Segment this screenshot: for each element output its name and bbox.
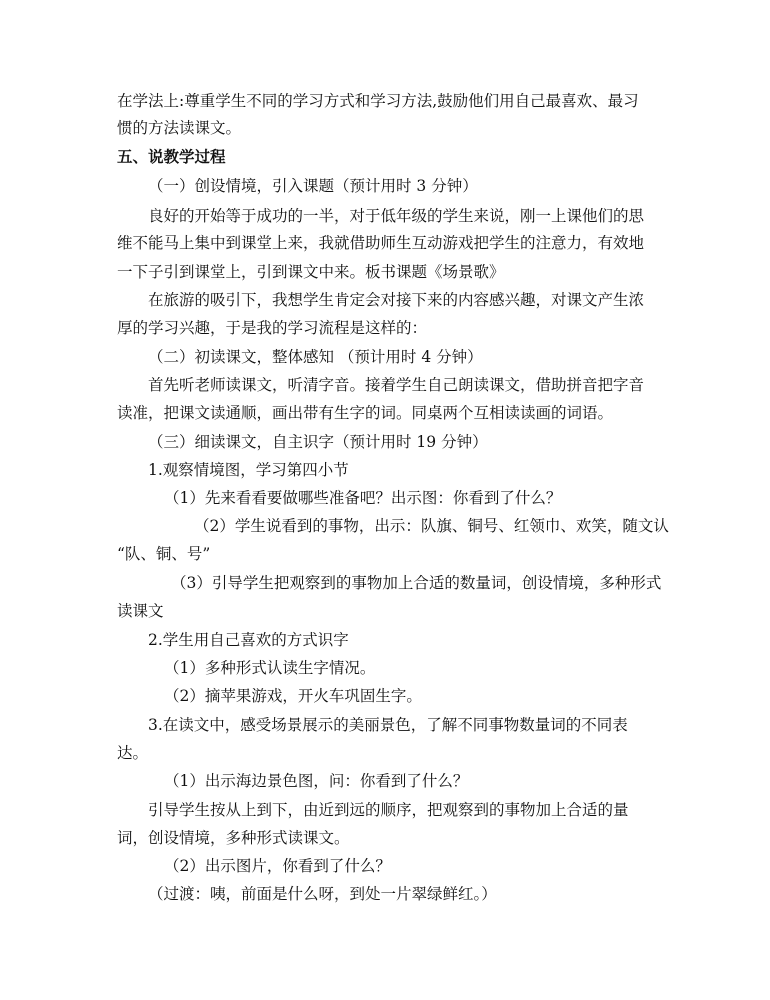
paragraph-line: 在旅游的吸引下，我想学生肯定会对接下来的内容感兴趣，对课文产生浓 (148, 291, 645, 309)
list-item: （1）先来看看要做哪些准备吧？出示图：你看到了什么？ (164, 489, 562, 507)
paragraph-line: 惯的方法读课文。 (117, 119, 242, 137)
paragraph-line: 词，创设情境，多种形式读课文。 (117, 829, 350, 847)
list-item: 3.在读文中，感受场景展示的美丽景色，了解不同事物数量词的不同表 (148, 716, 628, 734)
list-item: （2）学生说看到的事物，出示：队旗、铜号、红领巾、欢笑，随文认 (194, 517, 669, 535)
list-item: 1.观察情境图，学习第四小节 (148, 461, 349, 479)
section-heading: 五、说教学过程 (117, 147, 226, 166)
list-item: （3）引导学生把观察到的事物加上合适的数量词，创设情境，多种形式 (171, 574, 662, 592)
list-item: （1）多种形式认读生字情况。 (164, 659, 376, 677)
paragraph-line: 引导学生按从上到下，由近到远的顺序，把观察到的事物加上合适的量 (148, 801, 629, 819)
list-item: 2.学生用自己喜欢的方式识字 (148, 631, 349, 649)
paragraph-line: 达。 (117, 744, 149, 762)
paragraph-line: 读准，把课文读通顺，画出带有生字的词。同桌两个互相读读画的词语。 (117, 404, 614, 422)
paragraph-line: （过渡：咦，前面是什么呀，到处一片翠绿鲜红。） (148, 885, 497, 903)
paragraph-line: 维不能马上集中到课堂上来，我就借助师生互动游戏把学生的注意力，有效地 (117, 234, 645, 252)
subsection-heading: （二）初读课文，整体感知 （预计用时 4 分钟） (148, 348, 483, 366)
paragraph-line: 厚的学习兴趣，于是我的学习流程是这样的： (117, 319, 428, 337)
paragraph-line: 良好的开始等于成功的一半，对于低年级的学生来说，刚一上课他们的思 (148, 207, 645, 225)
list-item: （2）出示图片，你看到了什么？ (164, 857, 391, 875)
paragraph-line: “队、铜、号” (117, 545, 211, 563)
subsection-heading: （一）创设情境，引入课题（预计用时 3 分钟） (148, 177, 478, 195)
paragraph-line: 在学法上:尊重学生不同的学习方式和学习方法,鼓励他们用自己最喜欢、最习 (117, 92, 639, 110)
subsection-heading: （三）细读课文，自主识字（预计用时 19 分钟） (148, 433, 488, 451)
list-item: （1）出示海边景色图，问：你看到了什么？ (164, 772, 469, 790)
paragraph-line: 读课文 (117, 602, 164, 620)
paragraph-line: 一下子引到课堂上，引到课文中来。板书课题《场景歌》 (117, 263, 505, 281)
paragraph-line: 首先听老师读课文，听清字音。接着学生自己朗读课文，借助拼音把字音 (148, 376, 645, 394)
list-item: （2）摘苹果游戏，开火车巩固生字。 (164, 687, 422, 705)
